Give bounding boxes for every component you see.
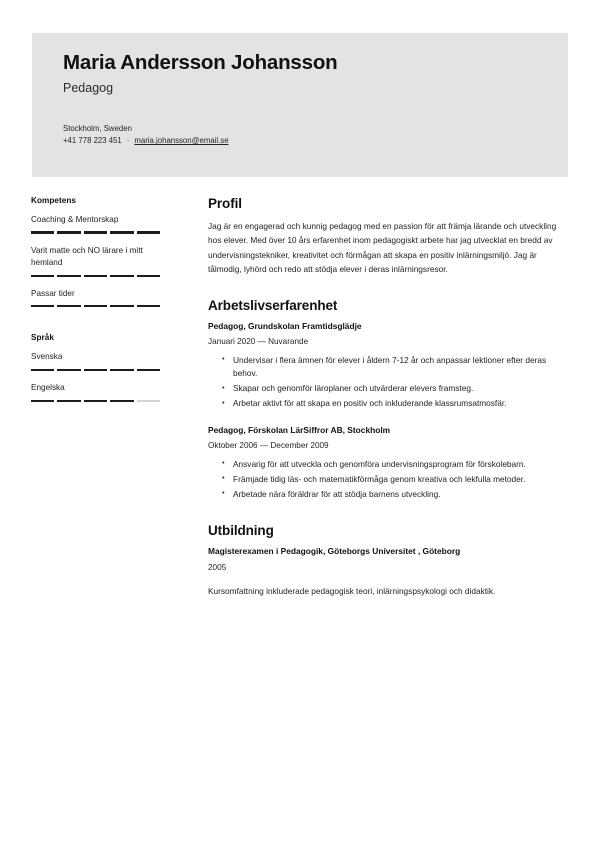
skill-rating-segment: [31, 275, 54, 277]
profile-text: Jag är en engagerad och kunnig pedagog med en passion för att främja lärande och utveckling hos elever. Med över 10 års erfarenhet inom pedagogiskt arbete har jag utvecklat en bredd av undervisningstekniker, kreativitet och förmågan att skapa en positiv inlärningsmiljö. Jag är tålmodig, lyhörd och redo att stödja elever i deras inlärningsresor.: [208, 221, 557, 274]
experience-entry-date: Oktober 2006 — December 2009: [208, 441, 329, 451]
contact-line-phone-email: [63, 135, 568, 148]
sidebar-skill-label: Coaching & Mentorskap: [31, 215, 119, 224]
section-education: [208, 523, 570, 598]
skill-rating-segment: [31, 305, 54, 307]
skill-rating-segment: [110, 305, 133, 307]
sidebar-skill-label: Passar tider: [31, 288, 75, 298]
skill-rating-segment: [137, 305, 160, 307]
skill-rating-bar: [31, 400, 160, 402]
skill-rating-segment: [137, 231, 160, 233]
skill-rating-segment: [57, 231, 80, 233]
education-entry-title: Magisterexamen i Pedagogik, Göteborgs Universitet , Göteborg: [208, 546, 461, 557]
section-heading-profile: Profil: [208, 196, 242, 211]
experience-bullet-list: [208, 354, 570, 411]
sidebar-section-heading: Språk: [31, 333, 55, 343]
list-item: • Främjade tidig läs- och matematikförmåga genom kreativa och lekfulla metoder.: [233, 473, 570, 487]
skill-rating-segment: [110, 275, 133, 277]
sidebar-skill-item: [31, 351, 161, 371]
skill-rating-segment: [84, 231, 107, 233]
main-column: [208, 196, 570, 598]
contact-block: [63, 123, 568, 148]
skill-rating-bar: [31, 231, 160, 233]
experience-entry: [208, 321, 570, 411]
skill-rating-segment: [31, 369, 54, 371]
sidebar: [31, 196, 161, 413]
contact-phone: +41 778 223 451: [63, 136, 122, 146]
skill-rating-segment: [31, 400, 54, 402]
experience-entry-title: Pedagog, Grundskolan Framtidsglädje: [208, 321, 362, 332]
contact-separator: ·: [126, 136, 130, 146]
list-item: • Arbetar aktivt för att skapa en positiv och inkluderande klassrumsatmosfär.: [233, 397, 570, 411]
skill-rating-segment: [84, 305, 107, 307]
list-item: • Ansvarig för att utveckla och genomföra undervisningsprogram för förskolebarn.: [233, 458, 570, 472]
page-title: Maria Andersson Johansson: [63, 51, 338, 74]
sidebar-skill-label: Engelska: [31, 383, 65, 393]
skill-rating-segment: [137, 369, 160, 371]
sidebar-skill-label: Svenska: [31, 352, 63, 362]
section-heading-education: Utbildning: [208, 523, 274, 539]
skill-rating-bar: [31, 305, 160, 307]
sidebar-skill-item: [31, 382, 161, 402]
skill-rating-segment: [84, 369, 107, 371]
skill-rating-segment: [31, 231, 54, 233]
sidebar-skill-item: [31, 245, 161, 277]
experience-bullet-list: [208, 458, 570, 502]
sidebar-section: [31, 333, 161, 401]
skill-rating-bar: [31, 275, 160, 277]
list-item: • Arbetade nära föräldrar för att stödja barnens utveckling.: [233, 488, 570, 502]
experience-entry-title: Pedagog, Förskolan LärSiffror AB, Stockholm: [208, 424, 391, 435]
sidebar-skill-item: [31, 214, 161, 234]
skill-rating-segment: [137, 275, 160, 277]
skill-rating-segment: [110, 231, 133, 233]
skill-rating-segment: [57, 275, 80, 277]
skill-rating-segment: [84, 400, 107, 402]
contact-location: Stockholm, Sweden: [63, 123, 132, 133]
resume-header-band: [32, 33, 568, 177]
education-entry: [208, 546, 570, 598]
skill-rating-segment: [110, 400, 133, 402]
skill-rating-bar: [31, 369, 160, 371]
experience-entry-date: Januari 2020 — Nuvarande: [208, 337, 309, 347]
skill-rating-segment: [137, 400, 160, 402]
skill-rating-segment: [57, 369, 80, 371]
skill-rating-segment: [110, 369, 133, 371]
skill-rating-segment: [84, 275, 107, 277]
sidebar-skill-label: Varit matte och NO lärare i mitt hemland: [31, 245, 143, 268]
experience-entry: [208, 425, 570, 501]
job-headline: Pedagog: [63, 80, 114, 95]
list-item: • Skapar och genomför läroplaner och utvärderar elevers framsteg.: [233, 382, 570, 396]
section-experience: [208, 298, 570, 501]
skill-rating-segment: [57, 305, 80, 307]
sidebar-skill-item: [31, 288, 161, 308]
list-item: • Undervisar i flera ämnen för elever i åldern 7-12 år och anpassar lektioner efter deras behov.: [233, 354, 570, 381]
education-entry-note: Kursomfattning inkluderade pedagogisk teori, inlärningspsykologi och didaktik.: [208, 586, 496, 597]
sidebar-section: [31, 196, 161, 307]
skill-rating-segment: [57, 400, 80, 402]
section-heading-experience: Arbetslivserfarenhet: [208, 298, 338, 314]
sidebar-section-heading: Kompetens: [31, 196, 77, 205]
education-entry-date: 2005: [208, 562, 227, 572]
section-profile: [208, 196, 570, 276]
contact-email-link[interactable]: maria.johansson@email.se: [134, 136, 229, 146]
